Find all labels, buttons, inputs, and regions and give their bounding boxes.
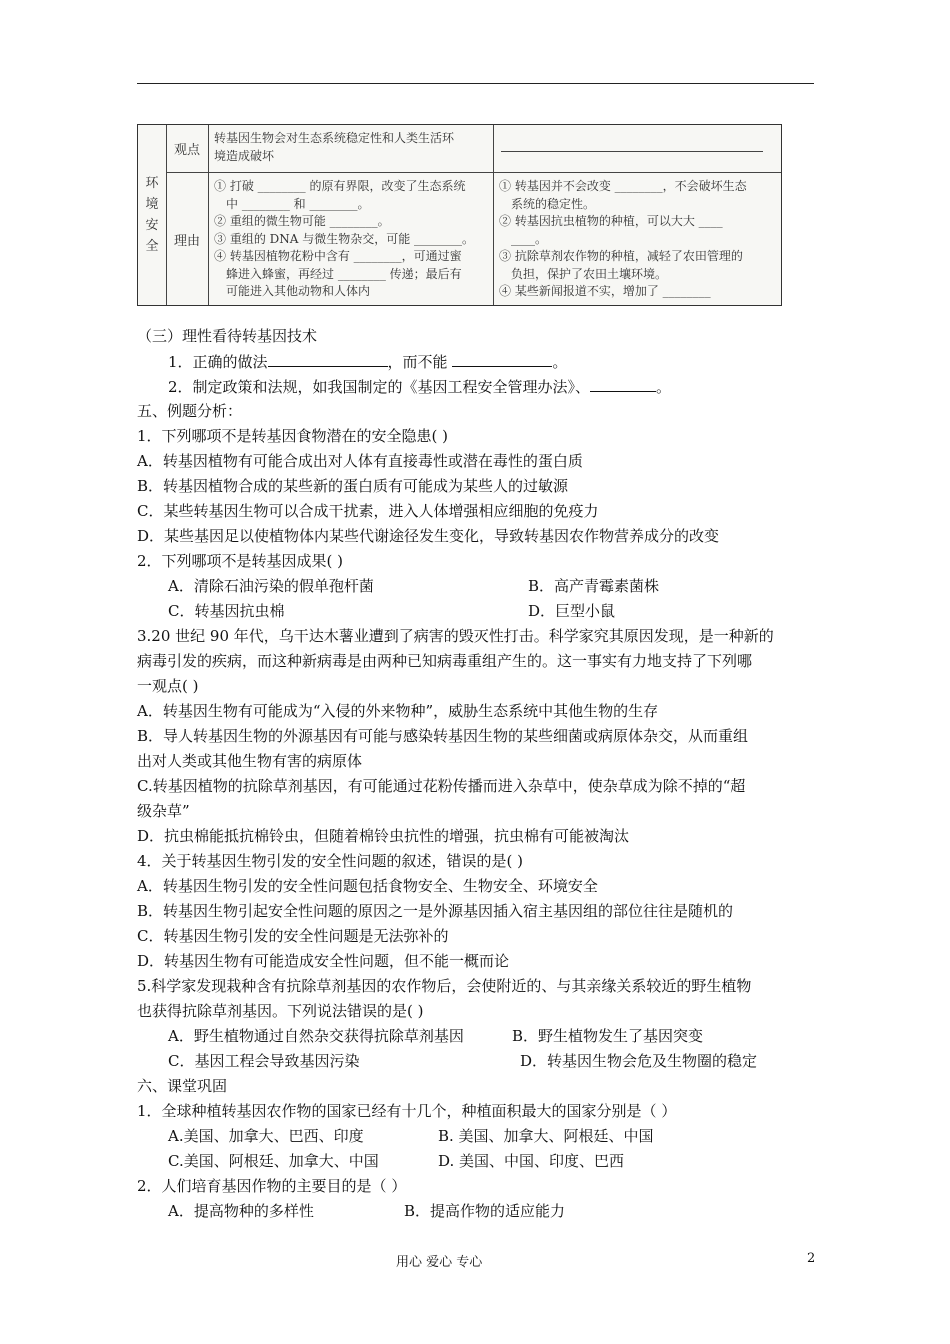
option: A．转基因生物引发的安全性问题包括食物安全、生物安全、环境安全 [137,877,598,895]
option: B．转基因植物合成的某些新的蛋白质有可能成为某些人的过敏源 [137,477,569,495]
reason-right [495,176,781,303]
text-line: ① 转基因并不会改变 ________，不会破坏生态 [499,179,747,193]
text-line: 负担，保护了农田土壤环境。 [511,266,668,281]
text-line: ____。 [511,231,548,246]
option: B．导人转基因生物的外源基因有可能与感染转基因生物的某些细菌或病原体杂交，从而重组 [137,727,749,745]
question-5-cont: 也获得抗除草剂基因。下列说法错误的是( ) [137,1002,424,1020]
question-5: 5.科学家发现栽种含有抗除草剂基因的农作物后，会使附近的、与其亲缘关系较近的野生植物 [137,977,752,995]
option: A．野生植物通过自然杂交获得抗除草剂基因 [168,1027,464,1045]
option: B．高产青霉素菌株 [528,577,660,595]
question-2: 2．下列哪项不是转基因成果( ) [137,552,344,570]
question-3-cont: 病毒引发的疾病，而这种新病毒是由两种已知病毒重组产生的。这一事实有力地支持了下列哪 [137,652,753,670]
option: D．抗虫棉能抵抗棉铃虫，但随着棉铃虫抗性的增强，抗虫棉有可能被淘汰 [137,827,630,845]
option: D．巨型小鼠 [528,602,616,620]
option: C.转基因植物的抗除草剂基因，有可能通过花粉传播而进入杂草中，使杂草成为除不掉的“超 [137,777,746,795]
question-3: 3.20 世纪 90 年代，乌干达木薯业遭到了病害的毁灭性打击。科学家究其原因发现，是一种新的 [137,627,774,645]
section3-item1 [168,351,567,372]
option: A．清除石油污染的假单孢杆菌 [168,577,374,595]
option: D. 美国、中国、印度、巴西 [438,1152,625,1170]
question-4: 4．关于转基因生物引发的安全性问题的叙述，错误的是( ) [137,852,524,870]
category-char: 环 [145,176,159,191]
option: A．转基因生物有可能成为“入侵的外来物种”，威胁生态系统中其他生物的生存 [137,702,659,720]
option: D．转基因生物会危及生物圈的稳定 [520,1052,758,1070]
text-line: ④ 转基因植物花粉中含有 ________，可通过蜜 [214,249,462,263]
text-line: 系统的稳定性。 [511,196,596,211]
question-1: 1．全球种植转基因农作物的国家已经有十几个，种植面积最大的国家分别是（ ） [137,1102,677,1120]
reason-left [210,176,492,303]
text-line: ② 重组的微生物可能 ________。 [214,214,390,228]
section5-heading: 五、例题分析： [137,402,243,420]
option: A．转基因植物有可能合成出对人体有直接毒性或潜在毒性的蛋白质 [137,452,583,470]
text-line: ③ 抗除草剂农作物的种植，减轻了农田管理的 [499,249,743,263]
option: C.美国、阿根廷、加拿大、中国 [168,1152,379,1170]
item-text: 1．正确的做法 [168,353,268,371]
category-char: 全 [145,239,159,254]
category-cell [138,125,166,305]
item-text: 2．制定政策和法规，如我国制定的《基因工程安全管理办法》、 [168,378,591,396]
option-cont: 出对人类或其他生物有害的病原体 [137,752,363,770]
item-text: 。 [656,378,672,396]
category-char: 境 [145,197,159,212]
option: B．提高作物的适应能力 [404,1202,566,1220]
text-line: ① 打破 ________ 的原有界限，改变了生态系统 [214,179,466,193]
question-1: 1．下列哪项不是转基因食物潜在的安全隐患( ) [137,427,449,445]
table-divider [208,125,209,305]
option: D．某些基因足以使植物体内某些代谢途径发生变化，导致转基因农作物营养成分的改变 [137,527,720,545]
option: B．转基因生物引起安全性问题的原因之一是外源基因插入宿主基因组的部位往往是随机的 [137,902,734,920]
answer-blank [590,376,656,392]
answer-blank [452,351,552,367]
text-line: 蜂进入蜂蜜，再经过 ________ 传递；最后有 [226,266,462,281]
answer-blank [268,351,388,367]
environment-safety-table [137,124,782,306]
option: C．基因工程会导致基因污染 [168,1052,360,1070]
text-line: ② 转基因抗虫植物的种植，可以大大 ____ [499,214,723,228]
footer-motto: 用心 爱心 专心 [396,1255,483,1270]
text-line: 转基因生物会对生态系统稳定性和人类生活环 [214,131,455,145]
text-line: 中 ________ 和 ________。 [226,196,370,211]
option: B. 美国、加拿大、阿根廷、中国 [438,1127,654,1145]
section6-heading: 六、课堂巩固 [137,1077,228,1095]
section3-heading: （三）理性看待转基因技术 [137,327,318,345]
text-line: 境造成破坏 [214,149,275,163]
table-divider [166,172,781,173]
question-2: 2．人们培育基因作物的主要目的是（ ） [137,1177,407,1195]
option: D．转基因生物有可能造成安全性问题，但不能一概而论 [137,952,510,970]
question-3-cont: 一观点( ) [137,677,199,695]
text-line: ③ 重组的 DNA 与微生物杂交，可能 ________。 [214,231,475,246]
option-cont: 级杂草” [137,802,190,820]
option: C．某些转基因生物可以合成干扰素，进入人体增强相应细胞的免疫力 [137,502,599,520]
text-line: 可能进入其他动物和人体内 [226,284,371,298]
header-rule [137,83,814,84]
text-line: ④ 某些新闻报道不实，增加了 ________ [499,284,711,298]
option: C．转基因生物引发的安全性问题是无法弥补的 [137,927,449,945]
reason-label: 理由 [173,233,200,249]
category-char: 安 [145,218,159,233]
item-text: 。 [552,353,568,371]
option: C．转基因抗虫棉 [168,602,285,620]
view-left [210,127,492,167]
option: B．野生植物发生了基因突变 [512,1027,704,1045]
page-number: 2 [807,1251,816,1266]
section3-item2 [168,376,671,397]
option: A．提高物种的多样性 [168,1202,314,1220]
table-divider [493,125,494,305]
view-label: 观点 [173,143,200,158]
item-text: ，而不能 [387,353,448,371]
option: A.美国、加拿大、巴西、印度 [168,1127,364,1145]
view-right-blank [501,151,763,152]
